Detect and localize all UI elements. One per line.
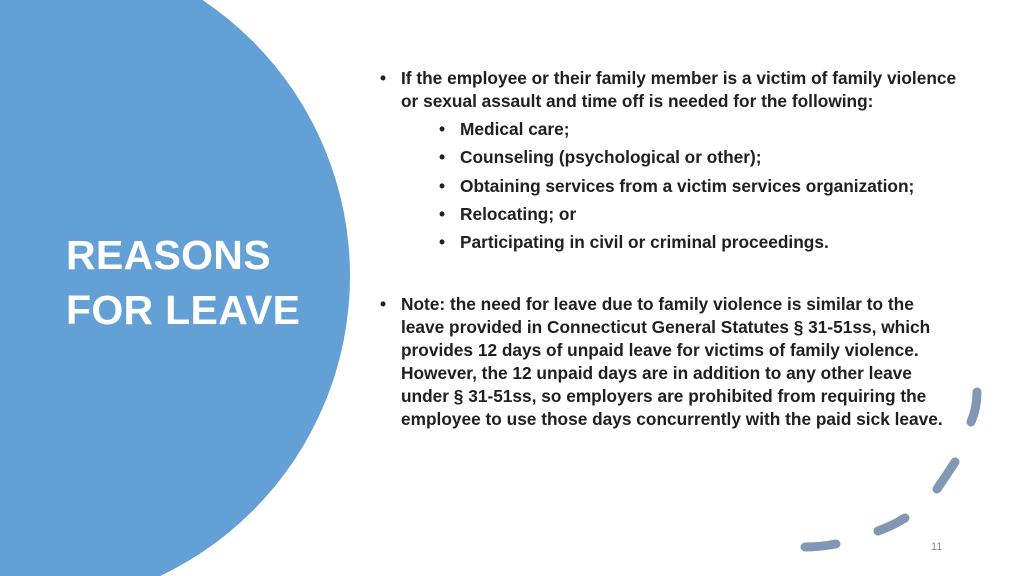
dash-segment-4 (805, 544, 836, 547)
dash-segment-2 (937, 462, 955, 489)
title-line-2: FOR LEAVE (66, 287, 301, 333)
sub-bullet-medical-care: • Medical care; (439, 118, 960, 141)
dash-segment-1 (971, 392, 977, 422)
sub-bullet-relocating: • Relocating; or (439, 203, 960, 226)
title-line-1: REASONS (66, 232, 271, 278)
dash-segment-3 (878, 518, 905, 531)
sub-bullet-proceedings: • Participating in civil or criminal proceedings. (439, 231, 960, 254)
bullet-victim-leave-text: If the employee or their family member is a victim of family violence or sexual assault and time off is needed for the following: (401, 68, 957, 111)
bullet-note-text: Note: the need for leave due to family violence is similar to the leave provided in Connecticut General Statutes § 31-51ss, which provides 12 days of unpaid leave for victims of family violence. However, the 12 unpaid days are in addition to any other leave under § 31-51ss, so employers are prohibited from requiring the employee to use those days concurrently with the paid sick leave. (401, 294, 943, 430)
sub-bullet-victim-services: • Obtaining services from a victim services organization; (439, 175, 960, 198)
sub-bullet-counseling: • Counseling (psychological or other); (439, 146, 960, 169)
slide-number: 11 (931, 541, 943, 553)
